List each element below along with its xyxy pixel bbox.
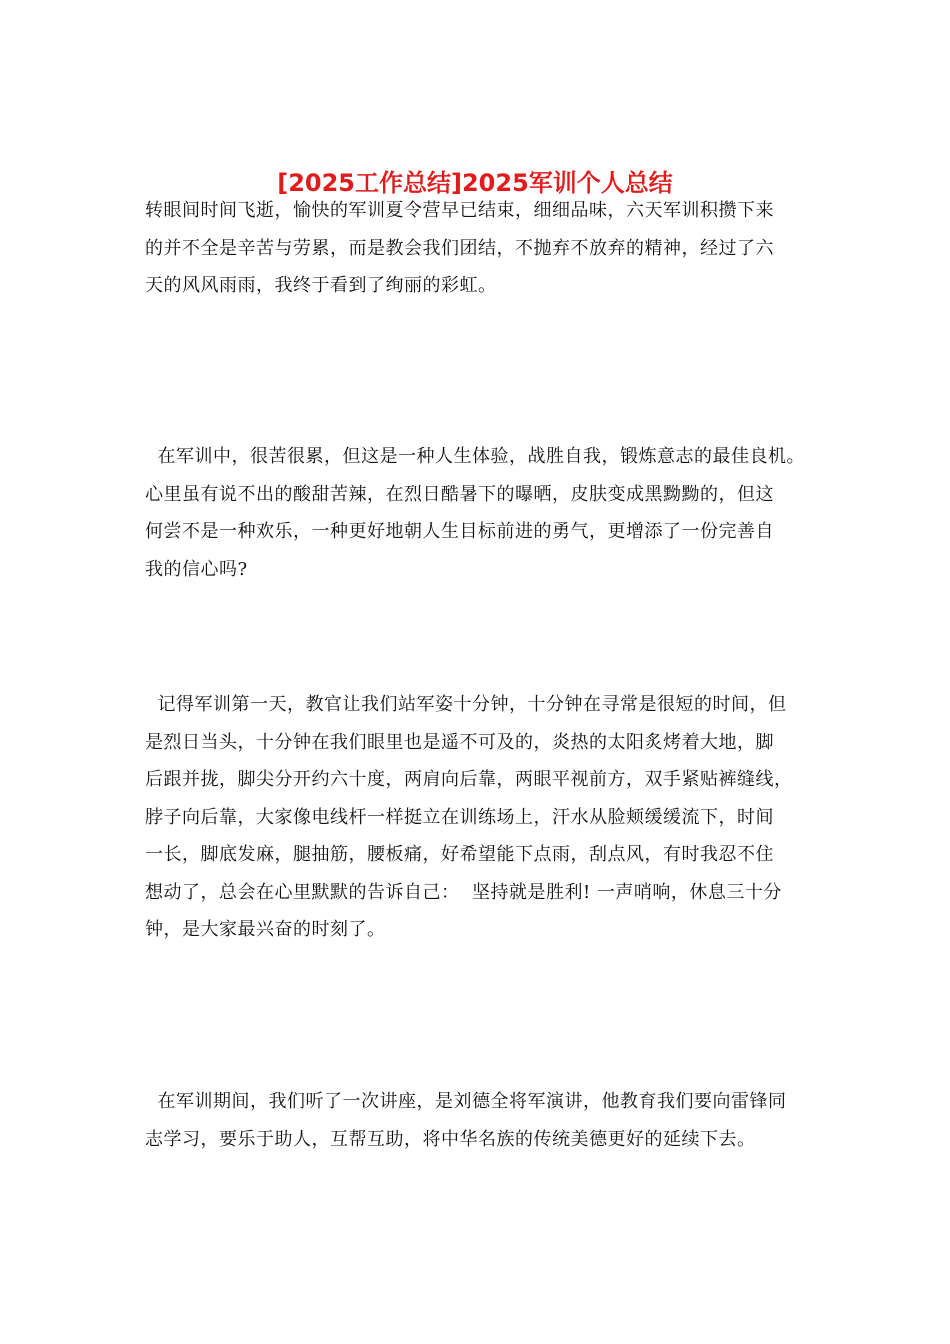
paragraph-line: 在军训中，很苦很累，但这是一种人生体验，战胜自我，锻炼意志的最佳良机。 <box>145 446 805 467</box>
paragraph-line: 钟，是大家最兴奋的时刻了。 <box>145 919 386 940</box>
paragraph-line: 转眼间时间飞逝，愉快的军训夏令营早已结束，细细品味，六天军训积攒下来 <box>145 200 774 221</box>
paragraph-line: 志学习，要乐于助人，互帮互助，将中华名族的传统美德更好的延续下去。 <box>145 1128 756 1150</box>
paragraph-2 <box>145 438 805 588</box>
paragraph-line: 一长，脚底发麻，腿抽筋，腰板痛，好希望能下点雨，刮点风，有时我忍不住 <box>145 844 774 865</box>
paragraph-line: 心里虽有说不出的酸甜苦辣，在烈日酷暑下的曝晒，皮肤变成黑黝黝的，但这 <box>145 483 774 505</box>
paragraph-line: 何尝不是一种欢乐，一种更好地朝人生目标前进的勇气，更增添了一份完善自 <box>145 521 774 542</box>
paragraph-line: 天的风风雨雨，我终于看到了绚丽的彩虹。 <box>145 275 497 296</box>
paragraph-1 <box>145 192 805 305</box>
paragraph-line: 的并不全是辛苦与劳累，而是教会我们团结，不抛弃不放弃的精神，经过了六 <box>145 237 774 259</box>
paragraph-4 <box>145 1083 805 1158</box>
paragraph-line: 我的信心吗? <box>145 558 248 580</box>
paragraph-line: 是烈日当头，十分钟在我们眼里也是遥不可及的，炎热的太阳炙烤着大地，脚 <box>145 731 774 753</box>
paragraph-line: 想动了，总会在心里默默的告诉自己： 坚持就是胜利! 一声哨响，休息三十分 <box>145 881 782 903</box>
paragraph-line: 脖子向后靠，大家像电线杆一样挺立在训练场上，汗水从脸颊缓缓流下，时间 <box>145 806 774 828</box>
paragraph-line: 记得军训第一天，教官让我们站军姿十分钟，十分钟在寻常是很短的时间，但 <box>145 694 787 715</box>
paragraph-3 <box>145 686 805 949</box>
document-title: [2025工作总结]2025军训个人总结 <box>277 169 673 198</box>
paragraph-line: 在军训期间，我们听了一次讲座，是刘德全将军演讲，他教育我们要向雷锋同 <box>145 1091 787 1112</box>
paragraph-line: 后跟并拢，脚尖分开约六十度，两肩向后靠，两眼平视前方，双手紧贴裤缝线， <box>145 769 793 790</box>
